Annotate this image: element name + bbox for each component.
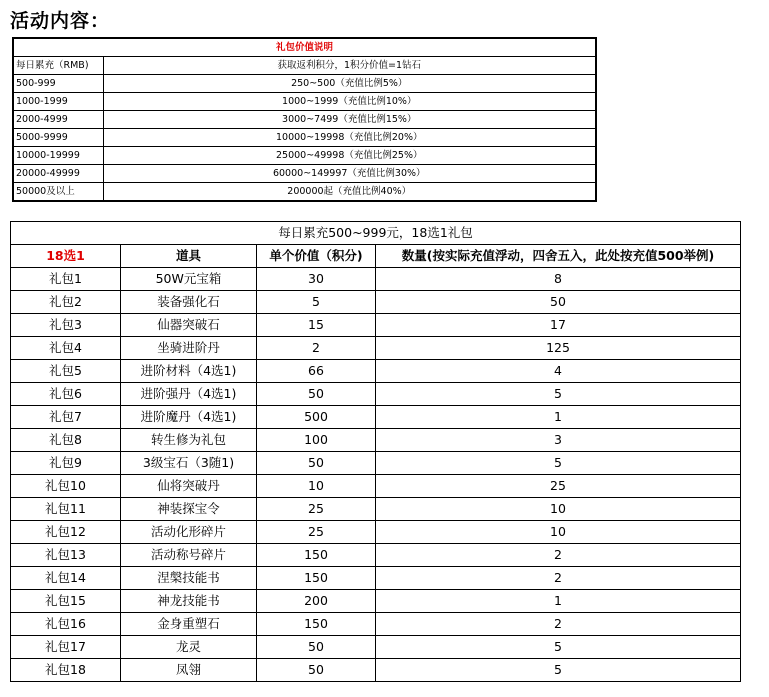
pack-name-cell: 礼包3 <box>11 314 121 337</box>
table-row <box>11 452 741 475</box>
table-row <box>13 183 596 202</box>
column-header-quantity: 数量(按实际充值浮动，四舍五入，此处按充值500举例) <box>376 245 741 268</box>
quantity-cell: 25 <box>376 475 741 498</box>
rebate-points-cell: 250~500（充值比例5%） <box>103 75 596 93</box>
quantity-cell: 1 <box>376 590 741 613</box>
item-name-cell: 装备强化石 <box>121 291 257 314</box>
quantity-cell: 125 <box>376 337 741 360</box>
item-name-cell: 神龙技能书 <box>121 590 257 613</box>
unit-value-cell: 150 <box>257 613 376 636</box>
unit-value-cell: 10 <box>257 475 376 498</box>
item-name-cell: 神装探宝令 <box>121 498 257 521</box>
unit-value-cell: 30 <box>257 268 376 291</box>
pack-name-cell: 礼包15 <box>11 590 121 613</box>
rebate-points-cell: 1000~1999（充值比例10%） <box>103 93 596 111</box>
item-name-cell: 活动化形碎片 <box>121 521 257 544</box>
table-row <box>11 498 741 521</box>
column-header-unit-value: 单个价值（积分) <box>257 245 376 268</box>
recharge-range-cell: 1000-1999 <box>13 93 103 111</box>
item-name-cell: 活动称号碎片 <box>121 544 257 567</box>
unit-value-cell: 5 <box>257 291 376 314</box>
quantity-cell: 8 <box>376 268 741 291</box>
table-row <box>11 314 741 337</box>
table-row <box>13 147 596 165</box>
quantity-cell: 1 <box>376 406 741 429</box>
pack-name-cell: 礼包16 <box>11 613 121 636</box>
rebate-points-cell: 200000起（充值比例40%） <box>103 183 596 202</box>
table-row <box>13 93 596 111</box>
table-row <box>11 406 741 429</box>
unit-value-cell: 150 <box>257 567 376 590</box>
recharge-range-cell: 5000-9999 <box>13 129 103 147</box>
pack-name-cell: 礼包7 <box>11 406 121 429</box>
rebate-points-cell: 60000~149997（充值比例30%） <box>103 165 596 183</box>
item-name-cell: 进阶强丹（4选1) <box>121 383 257 406</box>
unit-value-cell: 50 <box>257 383 376 406</box>
quantity-cell: 2 <box>376 544 741 567</box>
table-row <box>13 75 596 93</box>
recharge-range-cell: 500-999 <box>13 75 103 93</box>
pack-name-cell: 礼包1 <box>11 268 121 291</box>
table-row <box>11 521 741 544</box>
table-row <box>13 165 596 183</box>
quantity-cell: 5 <box>376 452 741 475</box>
recharge-range-cell: 10000-19999 <box>13 147 103 165</box>
item-name-cell: 进阶魔丹（4选1) <box>121 406 257 429</box>
unit-value-cell: 200 <box>257 590 376 613</box>
table-row <box>11 567 741 590</box>
unit-value-cell: 50 <box>257 636 376 659</box>
pack-name-cell: 礼包18 <box>11 659 121 682</box>
table-header-row <box>13 57 596 75</box>
unit-value-cell: 2 <box>257 337 376 360</box>
item-name-cell: 50W元宝箱 <box>121 268 257 291</box>
gift-pack-table <box>10 221 741 682</box>
quantity-cell: 17 <box>376 314 741 337</box>
unit-value-cell: 25 <box>257 498 376 521</box>
column-header-daily-recharge: 每日累充（RMB) <box>13 57 103 75</box>
unit-value-cell: 500 <box>257 406 376 429</box>
table-row <box>11 337 741 360</box>
table-row <box>11 475 741 498</box>
item-name-cell: 坐骑进阶丹 <box>121 337 257 360</box>
quantity-cell: 3 <box>376 429 741 452</box>
item-name-cell: 金身重塑石 <box>121 613 257 636</box>
table-row <box>11 383 741 406</box>
table-row <box>11 291 741 314</box>
pack-name-cell: 礼包13 <box>11 544 121 567</box>
quantity-cell: 5 <box>376 383 741 406</box>
rebate-points-cell: 3000~7499（充值比例15%） <box>103 111 596 129</box>
item-name-cell: 仙将突破丹 <box>121 475 257 498</box>
table-row <box>11 613 741 636</box>
quantity-cell: 4 <box>376 360 741 383</box>
item-name-cell: 涅槃技能书 <box>121 567 257 590</box>
column-header-rebate-points: 获取返利积分，1积分价值=1钻石 <box>103 57 596 75</box>
unit-value-cell: 50 <box>257 452 376 475</box>
item-name-cell: 仙器突破石 <box>121 314 257 337</box>
table-row <box>11 636 741 659</box>
quantity-cell: 50 <box>376 291 741 314</box>
pack-name-cell: 礼包11 <box>11 498 121 521</box>
quantity-cell: 2 <box>376 613 741 636</box>
pack-name-cell: 礼包5 <box>11 360 121 383</box>
quantity-cell: 10 <box>376 498 741 521</box>
item-name-cell: 转生修为礼包 <box>121 429 257 452</box>
pack-name-cell: 礼包14 <box>11 567 121 590</box>
pack-name-cell: 礼包9 <box>11 452 121 475</box>
gift-value-table <box>12 37 597 202</box>
unit-value-cell: 25 <box>257 521 376 544</box>
pack-name-cell: 礼包10 <box>11 475 121 498</box>
gift-value-table-title: 礼包价值说明 <box>13 38 596 57</box>
column-header-item: 道具 <box>121 245 257 268</box>
unit-value-cell: 100 <box>257 429 376 452</box>
page-heading: 活动内容： <box>10 10 111 32</box>
unit-value-cell: 66 <box>257 360 376 383</box>
table-row <box>13 129 596 147</box>
recharge-range-cell: 50000及以上 <box>13 183 103 202</box>
pack-name-cell: 礼包8 <box>11 429 121 452</box>
unit-value-cell: 150 <box>257 544 376 567</box>
pack-name-cell: 礼包4 <box>11 337 121 360</box>
table-row <box>11 429 741 452</box>
table-title-row <box>11 222 741 245</box>
pack-name-cell: 礼包17 <box>11 636 121 659</box>
table-row <box>11 268 741 291</box>
unit-value-cell: 15 <box>257 314 376 337</box>
item-name-cell: 3级宝石（3随1) <box>121 452 257 475</box>
item-name-cell: 进阶材料（4选1) <box>121 360 257 383</box>
pack-name-cell: 礼包6 <box>11 383 121 406</box>
quantity-cell: 10 <box>376 521 741 544</box>
rebate-points-cell: 10000~19998（充值比例20%） <box>103 129 596 147</box>
table-row <box>13 111 596 129</box>
item-name-cell: 龙灵 <box>121 636 257 659</box>
table-row <box>11 360 741 383</box>
pack-name-cell: 礼包12 <box>11 521 121 544</box>
pack-name-cell: 礼包2 <box>11 291 121 314</box>
table-row <box>11 659 741 682</box>
item-name-cell: 凤翎 <box>121 659 257 682</box>
table-row <box>11 590 741 613</box>
table-row <box>11 544 741 567</box>
gift-pack-table-title: 每日累充500~999元，18选1礼包 <box>11 222 741 245</box>
unit-value-cell: 50 <box>257 659 376 682</box>
table-header-row <box>11 245 741 268</box>
quantity-cell: 5 <box>376 636 741 659</box>
recharge-range-cell: 2000-4999 <box>13 111 103 129</box>
table-title-row <box>13 38 596 57</box>
column-header-pack: 18选1 <box>11 245 121 268</box>
rebate-points-cell: 25000~49998（充值比例25%） <box>103 147 596 165</box>
quantity-cell: 2 <box>376 567 741 590</box>
recharge-range-cell: 20000-49999 <box>13 165 103 183</box>
quantity-cell: 5 <box>376 659 741 682</box>
